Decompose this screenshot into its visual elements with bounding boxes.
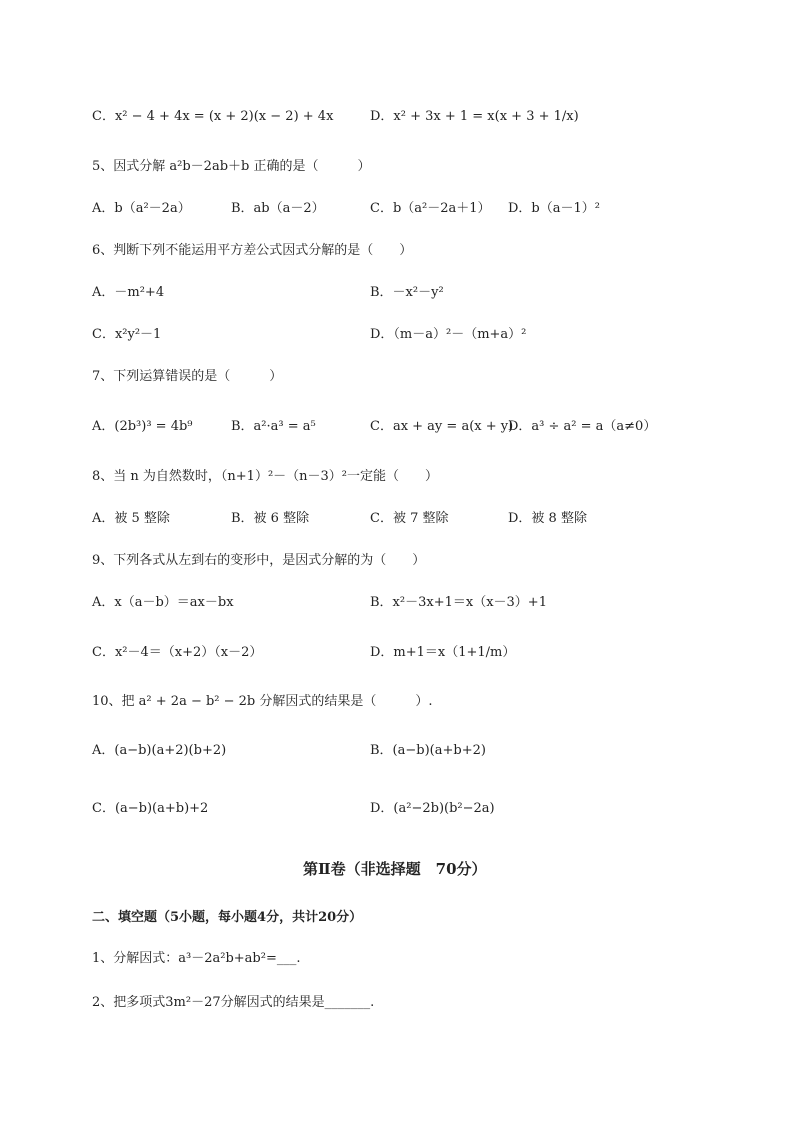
q8-option-b: B．被 6 整除 [231, 511, 310, 526]
q5-option-b: B．ab（a－2） [231, 201, 325, 216]
q7-option-c: C．ax + ay = a(x + y) [370, 419, 514, 434]
q8-option-d: D．被 8 整除 [508, 511, 587, 526]
q6-stem: 6、判断下列不能运用平方差公式因式分解的是（ ） [92, 243, 413, 258]
part2-title: 第Ⅱ卷（非选择题 70分） [303, 860, 487, 878]
q4-option-c: C．x² − 4 + 4x = (x + 2)(x − 2) + 4x [92, 109, 334, 124]
q7-option-a: A．(2b³)³ = 4b⁹ [92, 419, 193, 434]
q9-option-a: A．x（a－b）＝ax－bx [92, 595, 234, 610]
q5-stem: 5、因式分解 a²b－2ab＋b 正确的是（ ） [92, 159, 371, 174]
q10-stem: 10、把 a² + 2a − b² − 2b 分解因式的结果是（ ）. [92, 694, 433, 709]
q10-option-a: A．(a−b)(a+2)(b+2) [92, 743, 227, 758]
q8-option-a: A．被 5 整除 [92, 511, 170, 526]
q10-option-b: B．(a−b)(a+b+2) [370, 743, 486, 758]
q8-stem: 8、当 n 为自然数时，（n+1）²－（n－3）²一定能（ ） [92, 469, 439, 484]
fill-q1: 1、分解因式：a³－2a²b+ab²=___. [92, 951, 301, 966]
q9-option-d: D．m+1＝x（1+1/m） [370, 645, 516, 660]
q10-option-d: D．(a²−2b)(b²−2a) [370, 801, 495, 816]
q7-stem: 7、下列运算错误的是（ ） [92, 369, 283, 384]
q9-stem: 9、下列各式从左到右的变形中，是因式分解的为（ ） [92, 553, 426, 568]
q5-option-d: D．b（a－1）² [508, 201, 600, 216]
q6-option-b: B．－x²－y² [370, 285, 444, 300]
q4-option-d: D．x² + 3x + 1 = x(x + 3 + 1/x) [370, 109, 579, 124]
q6-option-c: C．x²y²－1 [92, 327, 162, 342]
q6-option-d: D．（m－a）²－（m+a）² [370, 327, 527, 342]
q5-option-a: A．b（a²－2a） [92, 201, 191, 216]
q8-option-c: C．被 7 整除 [370, 511, 449, 526]
q9-option-c: C．x²－4＝（x+2）（x－2） [92, 645, 263, 660]
fill-in-section-heading: 二、填空题（5小题，每小题4分，共计20分） [92, 910, 363, 925]
q10-option-c: C．(a−b)(a+b)+2 [92, 801, 209, 816]
q5-option-c: C．b（a²－2a＋1） [370, 201, 491, 216]
q7-option-d: D．a³ ÷ a² = a（a≠0） [508, 419, 657, 434]
q6-option-a: A．－m²+4 [92, 285, 165, 300]
q9-option-b: B．x²－3x+1＝x（x－3）+1 [370, 595, 547, 610]
q7-option-b: B．a²·a³ = a⁵ [231, 419, 316, 434]
fill-q2: 2、把多项式3m²－27分解因式的结果是_______. [92, 995, 375, 1010]
